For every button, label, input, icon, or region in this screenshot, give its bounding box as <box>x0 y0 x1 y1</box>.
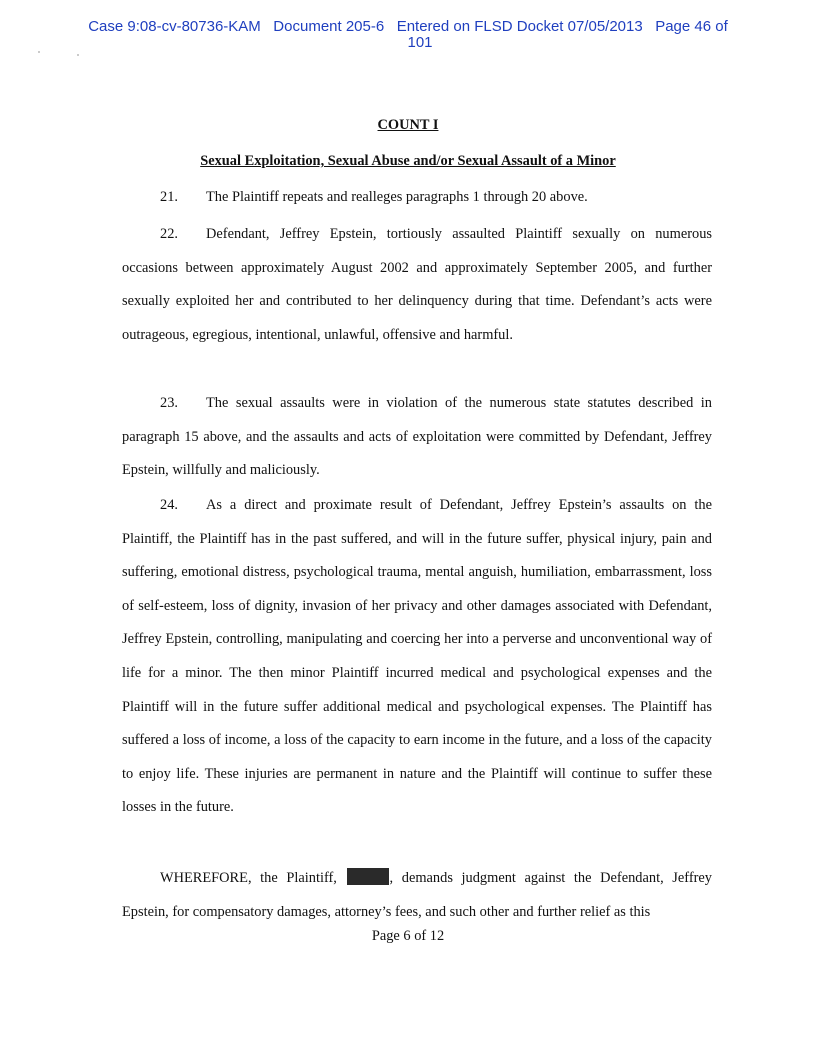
scan-speck <box>38 51 40 53</box>
scan-speck <box>77 54 79 56</box>
wherefore-rest: , demands judgment against the Defendant, Jeffrey Epstein, for compensatory damages, attorney’s fees, and such other and further relief as this <box>122 870 712 920</box>
count-heading: COUNT I <box>377 117 439 133</box>
redaction-block <box>347 868 389 885</box>
page-number-footer: Page 6 of 12 <box>371 928 445 944</box>
paragraph-text: The sexual assaults were in violation of the numerous state statutes described in paragraph 15 above, and the assaults and acts of exploitation were committed by Defendant, Jeffrey Epstein, willfully and maliciously. <box>122 395 712 479</box>
wherefore-clause <box>122 862 712 929</box>
paragraph-number: 22. <box>160 226 178 242</box>
paragraph-number: 24. <box>160 497 178 513</box>
paragraph-text: Defendant, Jeffrey Epstein, tortiously assaulted Plaintiff sexually on numerous occasions between approximately August 2002 and approximately September 2005, and further sexually exploited her and contributed to her delinquency during that time. Defendant’s acts were outrageous, egregious, intentional, unlawful, offensive and harmful. <box>122 226 712 343</box>
paragraph-text: The Plaintiff repeats and realleges paragraphs 1 through 20 above. <box>206 189 588 205</box>
paragraph-number: 23. <box>160 395 178 411</box>
ecf-header-line-2: 101 <box>407 34 433 51</box>
wherefore-lead: WHEREFORE, the Plaintiff, <box>160 870 337 886</box>
paragraph-24 <box>122 489 712 825</box>
paragraph-22 <box>122 218 712 352</box>
paragraph-number: 21. <box>160 189 178 205</box>
ecf-header-line-1: Case 9:08-cv-80736-KAM Document 205-6 Entered on FLSD Docket 07/05/2013 Page 46 of <box>88 18 728 35</box>
paragraph-text: As a direct and proximate result of Defendant, Jeffrey Epstein’s assaults on the Plaintiff, the Plaintiff has in the past suffered, and will in the future suffer, physical injury, pain and suffering, emotional distress, psychological trauma, mental anguish, humiliation, embarrassment, loss of self-esteem, loss of dignity, invasion of her privacy and other damages associated with Defendant, Jeffrey Epstein, controlling, manipulating and coercing her into a perverse and unconventional way of life for a minor. The then minor Plaintiff incurred medical and psychological expenses and the Plaintiff will in the future suffer additional medical and psychological expenses. The Plaintiff has suffered a loss of income, a loss of the capacity to earn income in the future, and a loss of the capacity to enjoy life. These injuries are permanent in nature and the Plaintiff will continue to suffer these losses in the future. <box>122 497 712 816</box>
ecf-filing-header <box>0 19 816 51</box>
paragraph-23 <box>122 387 712 488</box>
count-subheading: Sexual Exploitation, Sexual Abuse and/or Sexual Assault of a Minor <box>200 153 616 169</box>
paragraph-21 <box>122 181 712 215</box>
